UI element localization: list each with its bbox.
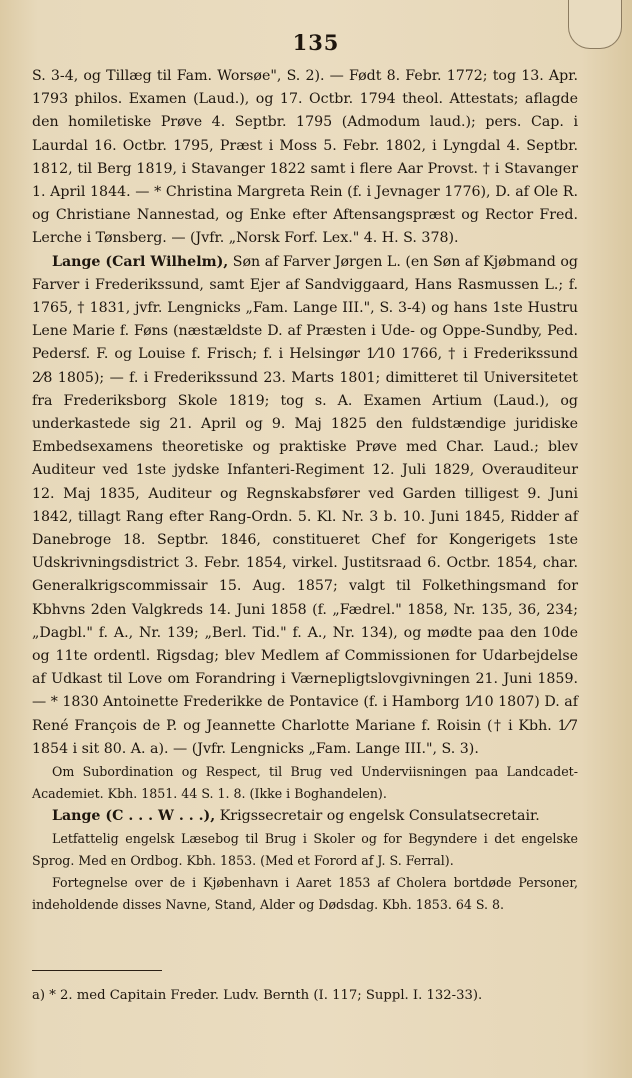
main-text — [32, 65, 578, 916]
paragraph-laesebog-title: Letfattelig engelsk Læsebog til Brug i Skoler og for Begyndere i det engelske Sprog. Med en Ordbog. Kbh. 1853. (Med et Forord af J. S. Ferral). — [32, 831, 578, 869]
footnote-divider — [32, 970, 162, 971]
paragraph-fortegnelse-title: Fortegnelse over de i Kjøbenhavn i Aaret 1853 af Cholera bortdøde Personer, indeholdende disses Navne, Stand, Alder og Dødsdag. Kbh. 1853. 64 S. 8. — [32, 875, 578, 913]
entry-body-c-w-lange: Krigssecretair og engelsk Consulatsecretair. — [219, 808, 540, 825]
paragraph-worsoe-entry: S. 3-4, og Tillæg til Fam. Worsøe", S. 2). — Født 8. Febr. 1772; tog 13. Apr. 1793 philos. Examen (Laud.), og 17. Octbr. 1794 theol. Attestats; aflagde den homiletiske Prøve 4. Septbr. 1795 (Admodum laud.); pers. Cap. i Laurdal 16. Octbr. 1795, Præst i Moss 5. Febr. 1802, i Lyngdal 4. Septbr. 1812, til Berg 1819, i Stavanger 1822 samt i flere Aar Provst. † i Stavanger 1. April 1844. — * Christina Margreta Rein (f. i Jevnager 1776), D. af Ole R. og Christiane Nannestad, og Enke efter Aftensangspræst og Rector Fred. Lerche i Tønsberg. — (Jvfr. „Norsk Forf. Lex." 4. H. S. 378). — [32, 68, 578, 247]
paragraph-carl-wilhelm-lange — [32, 251, 578, 761]
entry-heading-carl-wilhelm-lange: Lange (Carl Wilhelm), — [52, 253, 229, 270]
footnote: a) * 2. med Capitain Freder. Ludv. Bernth (I. 117; Suppl. I. 132-33). — [32, 988, 483, 1003]
page-number: 135 — [292, 30, 340, 55]
entry-body-carl-wilhelm-lange: Søn af Farver Jørgen L. (en Søn af Kjøbmand og Farver i Frederikssund, samt Ejer af Sandviggaard, Hans Rasmussen L.; f. 1765, † 1831, jvfr. Lengnicks „Fam. Lange III.", S. 3-4) og hans 1ste Hustru Lene Marie f. Føns (næstældste D. af Præsten i Ude- og Oppe-Sundby, Ped. Pedersf. F. og Louise f. Frisch; f. i Helsingør 1⁄10 1766, † i Frederikssund 2⁄8 1805); — f. i Frederikssund 23. Marts 1801; dimitteret til Universitetet fra Frederiksborg Skole 1819; tog s. A. Examen Artium (Laud.), og underkastede sig 21. April og 9. Maj 1825 den fuldstændige juridiske Embedsexamens theoretiske og praktiske Prøve med Char. Laud.; blev Auditeur ved 1ste jydske Infanteri-Regiment 12. Juli 1829, Overauditeur 12. Maj 1835, Auditeur og Regnskabsfører ved Garden tilligest 9. Juni 1842, tillagt Rang efter Rang-Ordn. 5. Kl. Nr. 3 b. 10. Juni 1845, Ridder af Danebroge 18. Septbr. 1846, constitueret Chef for Kongerigets 1ste Udskrivningsdistrict 3. Febr. 1854, virkel. Justitsraad 6. Octbr. 1854, char. Generalkrigscommissair 15. Aug. 1857; valgt til Folkethingsmand for Kbhvns 2den Valgkreds 14. Juni 1858 (f. „Fædrel." 1858, Nr. 135, 36, 234; „Dagbl." f. A., Nr. 139; „Berl. Tid." f. A., Nr. 134), og mødte paa den 10de og 11te ordentl. Rigsdag; blev Medlem af Commissionen for Udarbejdelse af Udkast til Love om Forandring i Værnepligtslovgivningen 21. Juni 1859. — * 1830 Antoinette Frederikke de Pontavice (f. i Hamborg 1⁄10 1807) D. af René François de P. og Jeannette Charlotte Mariane f. Roisin († i Kbh. 1⁄7 1854 i sit 80. A. a). — (Jvfr. Lengnicks „Fam. Lange III.", S. 3). — [32, 253, 578, 757]
entry-heading-c-w-lange: Lange (C . . . W . . .), — [52, 808, 216, 825]
paragraph-c-w-lange — [32, 805, 578, 828]
paragraph-subordination-title: Om Subordination og Respect, til Brug ved Underviisningen paa Landcadet-Academiet. Kbh. 1851. 44 S. 1. 8. (Ikke i Boghandelen). — [32, 764, 578, 802]
